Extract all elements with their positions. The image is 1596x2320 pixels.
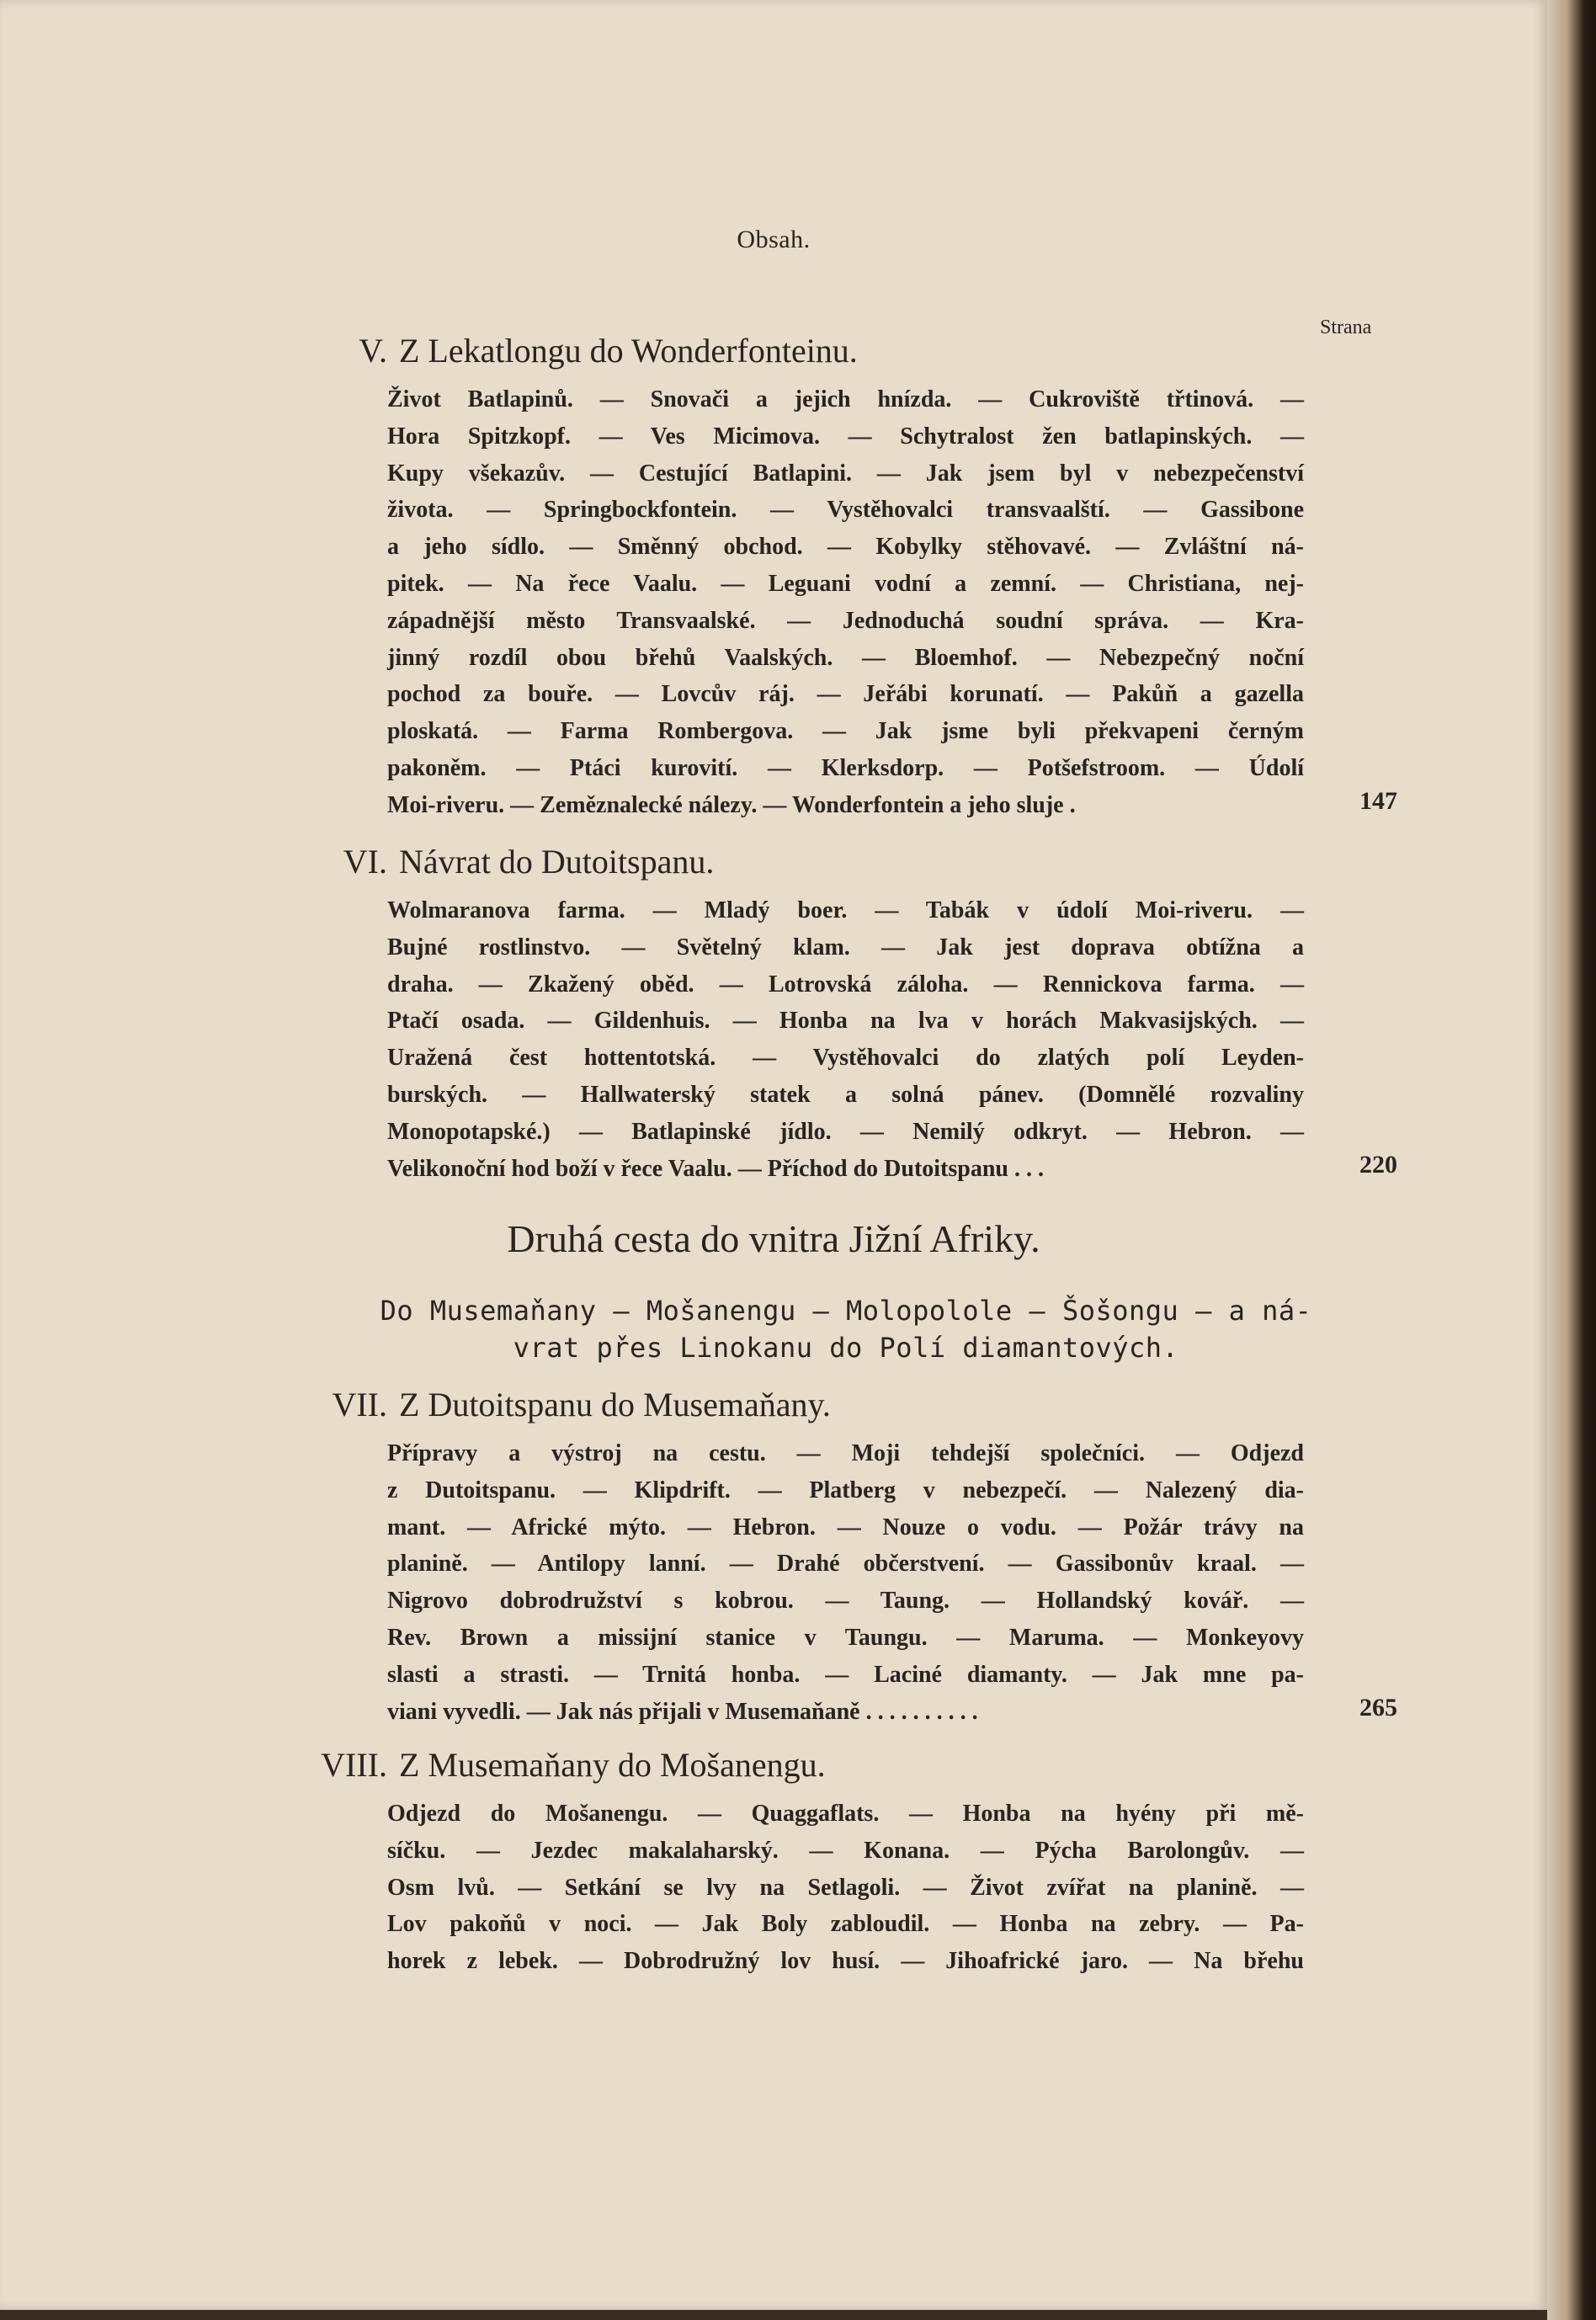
chapter-numeral: VIII. [321,1746,387,1784]
part-subtitle-line: Do Musemaňany — Mošanengu — Molopolole — Šošongu — a ná- [380,1295,1312,1327]
chapter-numeral: V. [359,332,387,370]
summary-line: síčku. — Jezdec makalaharský. — Konana. — Pýcha Barolongův. — [387,1837,1304,1864]
summary-line: Monopotapské.) — Batlapinské jídlo. — Nemilý odkryt. — Hebron. — [387,1118,1304,1145]
summary-line: z Dutoitspanu. — Klipdrift. — Platberg v nebezpečí. — Nalezený dia- [387,1477,1304,1503]
summary-line: burských. — Hallwaterský statek a solná pánev. (Domnělé rozvaliny [387,1081,1304,1108]
summary-line: Uražená čest hottentotská. — Vystěhovalci do zlatých polí Leyden- [387,1045,1304,1072]
summary-line: Osm lvů. — Setkání se lvy na Setlagoli. — Život zvířat na planině. — [387,1874,1304,1901]
page-column-label: Strana [1320,317,1372,338]
summary-line: pochod za bouře. — Lovcův ráj. — Jeřábi korunatí. — Pakůň a gazella [387,681,1304,708]
book-spine [1547,0,1596,2320]
summary-line: mant. — Africké mýto. — Hebron. — Nouze o vodu. — Požár trávy na [387,1514,1304,1540]
chapter-numeral: VII. [332,1386,387,1423]
chapter-summary [387,892,1304,1187]
chapter-summary [387,381,1304,824]
summary-line: a jeho sídlo. — Směnný obchod. — Kobylky stěhovavé. — Zvláštní ná- [387,534,1304,561]
summary-line: života. — Springbockfontein. — Vystěhovalci transvaalští. — Gassibone [387,497,1304,524]
summary-line: jinný rozdíl obou břehů Vaalských. — Bloemhof. — Nebezpečný noční [387,644,1304,671]
summary-line: Moi-riveru. — Zeměznalecké nálezy. — Wonderfontein a jeho sluje . [387,791,1076,818]
chapter-title: Z Lekatlongu do Wonderfonteinu. [399,332,858,370]
summary-line: pakoněm. — Ptáci kurovití. — Klerksdorp. — Potšefstroom. — Údolí [387,754,1304,781]
summary-line: horek z lebek. — Dobrodružný lov husí. — Jihoafrické jaro. — Na břehu [387,1948,1304,1975]
summary-line: Hora Spitzkopf. — Ves Micimova. — Schytralost žen batlapinských. — [387,423,1304,450]
page-number: 147 [1359,787,1397,815]
summary-line: planině. — Antilopy lanní. — Drahé občerstvení. — Gassibonův kraal. — [387,1551,1304,1578]
chapter-v [320,331,1397,827]
page-number: 265 [1359,1694,1397,1721]
chapter-title: Z Musemaňany do Mošanengu. [399,1746,826,1784]
summary-line: slasti a strasti. — Trnitá honba. — Laciné diamanty. — Jak mne pa- [387,1661,1304,1688]
summary-line: viani vyvedli. — Jak nás přijali v Musemaňaně . . . . . . . . . . [387,1698,978,1725]
summary-line: Ptačí osada. — Gildenhuis. — Honba na lva v horách Makvasijských. — [387,1008,1304,1035]
part-title: Druhá cesta do vnitra Jižní Afriky. [507,1217,1040,1260]
chapter-summary [387,1796,1304,1980]
chapter-title: Z Dutoitspanu do Musemaňany. [399,1386,831,1423]
summary-line: Nigrovo dobrodružství s kobrou. — Taung. — Hollandský kovář. — [387,1588,1304,1615]
summary-line: ploskatá. — Farma Rombergova. — Jak jsme byli překvapeni černým [387,718,1304,745]
part-subtitle-line: vrat přes Linokanu do Polí diamantových. [513,1332,1179,1364]
page-edge [0,2310,1547,2320]
chapter-viii [320,1745,1397,1998]
summary-line: západnější město Transvaalské. — Jednoduchá soudní správa. — Kra- [387,607,1304,634]
chapter-heading [320,331,1397,381]
chapter-heading [320,1745,1397,1796]
page-number: 220 [1359,1151,1397,1179]
chapter-heading [320,1385,1397,1435]
summary-line: Velikonoční hod boží v řece Vaalu. — Příchod do Dutoitspanu . . . [387,1155,1044,1182]
page-title: Obsah. [737,226,811,253]
chapter-numeral: VI. [343,843,387,881]
summary-line: pitek. — Na řece Vaalu. — Leguani vodní a zemní. — Christiana, nej- [387,570,1304,597]
summary-line: Bujné rostlinstvo. — Světelný klam. — Jak jest doprava obtížna a [387,934,1304,960]
summary-line: Život Batlapinů. — Snovači a jejich hnízda. — Cukroviště třtinová. — [387,386,1304,412]
summary-line: Přípravy a výstroj na cestu. — Moji tehdejší společníci. — Odjezd [387,1440,1304,1466]
chapter-summary [387,1435,1304,1730]
part-subtitle [299,1292,1393,1366]
summary-line: draha. — Zkažený oběd. — Lotrovská záloha. — Rennickova farma. — [387,971,1304,998]
chapter-vii [320,1385,1397,1738]
chapter-title: Návrat do Dutoitspanu. [399,843,715,881]
summary-line: Wolmaranova farma. — Mladý boer. — Tabák v údolí Moi-riveru. — [387,897,1304,923]
summary-line: Lov pakoňů v noci. — Jak Boly zabloudil. — Honba na zebry. — Pa- [387,1911,1304,1938]
summary-line: Rev. Brown a missijní stanice v Taungu. — Maruma. — Monkeyovy [387,1624,1304,1651]
chapter-heading [320,842,1397,892]
chapter-vi [320,842,1397,1195]
summary-line: Kupy všekazův. — Cestující Batlapini. — Jak jsem byl v nebezpečenství [387,460,1304,487]
summary-line: Odjezd do Mošanengu. — Quaggaflats. — Honba na hyény při mě- [387,1801,1304,1827]
